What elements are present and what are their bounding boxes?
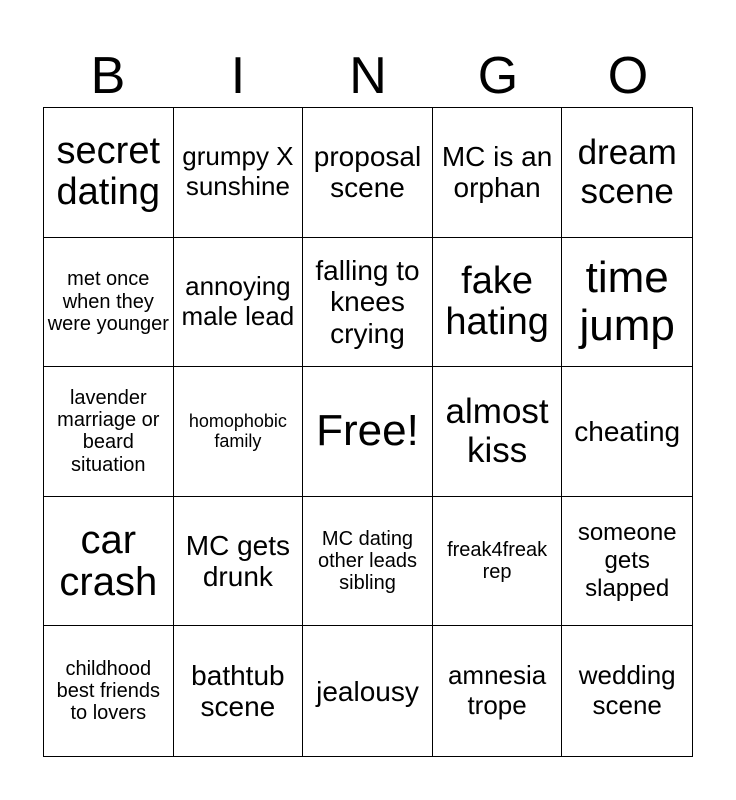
bingo-cell[interactable]: MC is an orphan bbox=[433, 108, 563, 238]
bingo-cell[interactable]: time jump bbox=[562, 238, 692, 368]
bingo-cell[interactable]: cheating bbox=[562, 367, 692, 497]
bingo-cell[interactable]: childhood best friends to lovers bbox=[44, 626, 174, 756]
bingo-cell[interactable]: met once when they were younger bbox=[44, 238, 174, 368]
bingo-cell[interactable]: dream scene bbox=[562, 108, 692, 238]
bingo-board bbox=[43, 107, 693, 757]
bingo-cell[interactable]: car crash bbox=[44, 497, 174, 627]
header-letter-b: B bbox=[90, 47, 126, 105]
bingo-cell[interactable]: annoying male lead bbox=[174, 238, 304, 368]
bingo-cell[interactable]: freak4freak rep bbox=[433, 497, 563, 627]
header-letter-n: N bbox=[349, 47, 387, 105]
bingo-cell[interactable]: homophobic family bbox=[174, 367, 304, 497]
bingo-cell[interactable]: MC gets drunk bbox=[174, 497, 304, 627]
bingo-cell[interactable]: almost kiss bbox=[433, 367, 563, 497]
bingo-cell[interactable]: fake hating bbox=[433, 238, 563, 368]
bingo-cell[interactable]: amnesia trope bbox=[433, 626, 563, 756]
free-space-cell[interactable]: Free! bbox=[303, 367, 433, 497]
bingo-cell[interactable]: falling to knees crying bbox=[303, 238, 433, 368]
header-letter-o: O bbox=[607, 47, 649, 105]
header-letter-i: I bbox=[230, 47, 246, 105]
bingo-cell[interactable]: grumpy X sunshine bbox=[174, 108, 304, 238]
bingo-cell[interactable]: proposal scene bbox=[303, 108, 433, 238]
bingo-header bbox=[43, 44, 693, 108]
bingo-cell[interactable]: MC dating other leads sibling bbox=[303, 497, 433, 627]
bingo-cell[interactable]: someone gets slapped bbox=[562, 497, 692, 627]
bingo-cell[interactable]: lavender marriage or beard situation bbox=[44, 367, 174, 497]
bingo-cell[interactable]: wedding scene bbox=[578, 660, 676, 721]
header-letter-g: G bbox=[477, 47, 519, 105]
bingo-cell[interactable]: jealousy bbox=[303, 626, 433, 756]
bingo-cell[interactable]: secret dating bbox=[44, 108, 174, 238]
bingo-cell[interactable]: bathtub scene bbox=[174, 626, 304, 756]
